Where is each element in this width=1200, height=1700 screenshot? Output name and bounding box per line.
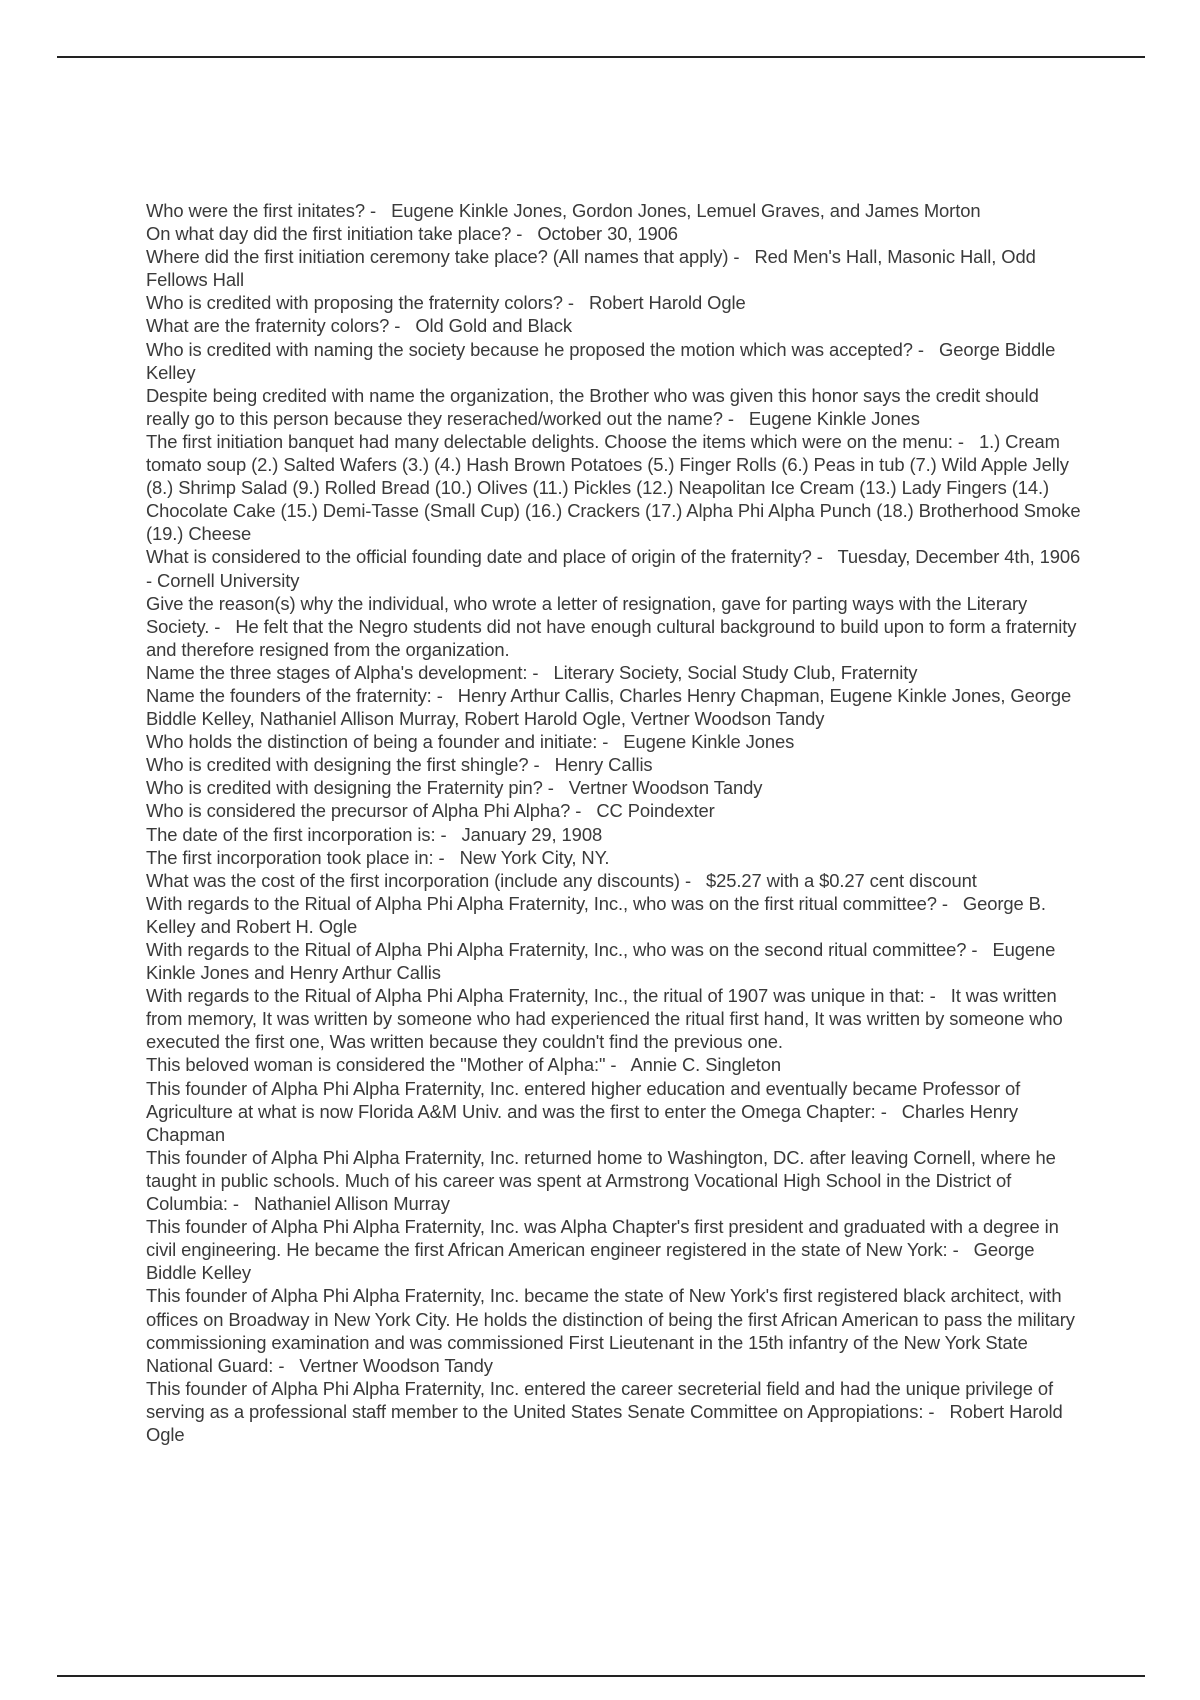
question-text: Despite being credited with name the organization, the Brother who was given this honor says the credit should really go to this person because they reserached/worked out the name? - [146,384,1039,429]
answer-text: Eugene Kinkle Jones and Henry Arthur Callis [146,939,1056,984]
answer-text: Vertner Woodson Tandy [299,1354,493,1376]
question-text: The first incorporation took place in: - [146,846,445,868]
question-text: The date of the first incorporation is: - [146,823,447,845]
qa-entry [146,592,1086,661]
qa-entry [146,753,1086,776]
answer-text: January 29, 1908 [461,823,603,845]
qa-entry [146,1077,1086,1146]
question-text: The first initiation banquet had many delectable delights. Choose the items which were on the menu: - [146,430,964,452]
qa-entry [146,799,1086,822]
answer-text: George B. Kelley and Robert H. Ogle [146,892,1046,937]
qa-entry [146,1377,1086,1446]
answer-text: Eugene Kinkle Jones [623,731,795,753]
question-text: Who were the first initates? - [146,200,377,221]
answer-text: Eugene Kinkle Jones [748,407,920,429]
question-text: Name the three stages of Alpha's development: - [146,661,539,683]
qa-entry [146,1215,1086,1284]
question-text: Who holds the distinction of being a founder and initiate: - [146,731,609,753]
qa-entry [146,291,1086,314]
question-text: Name the founders of the fraternity: - [146,684,443,706]
qa-entry [146,545,1086,591]
qa-entry [146,938,1086,984]
answer-text: Old Gold and Black [415,315,572,337]
qa-entry [146,314,1086,337]
answer-text: George Biddle Kelley [146,338,1056,383]
answer-text: George Biddle Kelley [146,1239,1035,1284]
qa-entry [146,245,1086,291]
question-text: Give the reason(s) why the individual, who wrote a letter of resignation, gave for parting ways with the Literary Society. - [146,592,1028,637]
qa-entry [146,1146,1086,1215]
question-text: Where did the first initiation ceremony take place? (All names that apply) - [146,246,740,268]
header-rule [57,56,1145,58]
answer-text: Charles Henry Chapman [146,1100,1019,1145]
question-text: Who is credited with proposing the fraternity colors? - [146,292,574,314]
answer-text: Nathaniel Allison Murray [253,1193,450,1215]
qa-entry [146,222,1086,245]
answer-text: CC Poindexter [596,800,715,822]
qa-entry [146,984,1086,1053]
answer-text: $25.27 with a $0.27 cent discount [706,869,977,891]
question-text: Who is credited with designing the Fraternity pin? - [146,777,554,799]
qa-entry [146,823,1086,846]
question-text: Who is credited with designing the first shingle? - [146,754,540,776]
answer-text: Annie C. Singleton [630,1054,781,1076]
answer-text: It was written from memory, It was written by someone who had experienced the ritual first hand, It was written by someone who executed the first one, Was written because they couldn't find the previous one. [146,985,1063,1053]
qa-entry [146,661,1086,684]
question-text: What are the fraternity colors? - [146,315,401,337]
qa-entry [146,776,1086,799]
answer-text: Robert Harold Ogle [588,292,746,314]
answer-text: October 30, 1906 [537,223,678,245]
qa-entry [146,430,1086,545]
answer-text: Robert Harold Ogle [146,1400,1063,1445]
question-text: This beloved woman is considered the "Mother of Alpha:" - [146,1054,617,1076]
qa-entry [146,338,1086,384]
answer-text: New York City, NY. [459,846,610,868]
qa-entry [146,892,1086,938]
question-text: With regards to the Ritual of Alpha Phi Alpha Fraternity, Inc., who was on the second ritual committee? - [146,939,978,960]
question-text: This founder of Alpha Phi Alpha Fraternity, Inc. entered the career secreterial field and had the unique privilege of serving as a professional staff member to the United States Senate Committee on Appropiations: - [146,1377,1054,1422]
document-body [146,199,1086,1446]
answer-text: Literary Society, Social Study Club, Fraternity [553,661,918,683]
question-text: This founder of Alpha Phi Alpha Fraternity, Inc. entered higher education and eventually became Professor of Agriculture at what is now Florida A&M Univ. and was the first to enter the Omega Chapter: - [146,1077,1021,1122]
question-text: This founder of Alpha Phi Alpha Fraternity, Inc. became the state of New York's first registered black architect, with offices on Broadway in New York City. He holds the distinction of being the first African American to pass the military commissioning examination and was commissioned First Lieutenant in the 15th infantry of the New York State National Guard: - [146,1285,1075,1376]
answer-text: 1.) Cream tomato soup (2.) Salted Wafers (3.) (4.) Hash Brown Potatoes (5.) Finger Rolls (6.) Peas in tub (7.) Wild Apple Jelly (8.) Shrimp Salad (9.) Rolled Bread (10.) Olives (11.) Pickles (12.) Neapolitan Ice Cream (13.) Lady Fingers (14.) Chocolate Cake (15.) Demi-Tasse (Small Cup) (16.) Crackers (17.) Alpha Phi Alpha Punch (18.) Brotherhood Smoke (19.) Cheese [146,430,1081,545]
question-text: Who is credited with naming the society because he proposed the motion which was accepted? - [146,338,924,360]
qa-entry [146,730,1086,753]
question-text: What was the cost of the first incorporation (include any discounts) - [146,869,691,891]
qa-entry [146,199,1086,222]
qa-entry [146,1284,1086,1376]
question-text: On what day did the first initiation take place? - [146,223,523,245]
answer-text: Vertner Woodson Tandy [568,777,763,799]
question-text: With regards to the Ritual of Alpha Phi Alpha Fraternity, Inc., the ritual of 1907 was unique in that: - [146,985,936,1007]
qa-entry [146,1053,1086,1076]
question-text: This founder of Alpha Phi Alpha Fraternity, Inc. returned home to Washington, DC. after leaving Cornell, where he taught in public schools. Much of his career was spent at Armstrong Vocational High School in the District of Columbia: - [146,1146,1056,1215]
question-text: With regards to the Ritual of Alpha Phi Alpha Fraternity, Inc., who was on the first ritual committee? - [146,892,948,914]
answer-text: Red Men's Hall, Masonic Hall, Odd Fellows Hall [146,246,1036,291]
footer-rule [57,1675,1145,1677]
qa-entry [146,384,1086,430]
qa-entry [146,684,1086,730]
question-text: This founder of Alpha Phi Alpha Fraternity, Inc. was Alpha Chapter's first president and graduated with a degree in civil engineering. He became the first African American engineer registered in the state of New York: - [146,1216,1059,1261]
question-text: What is considered to the official founding date and place of origin of the fraternity? - [146,546,823,568]
answer-text: Tuesday, December 4th, 1906 - Cornell University [146,546,1081,591]
answer-text: Henry Arthur Callis, Charles Henry Chapman, Eugene Kinkle Jones, George Biddle Kelley, Nathaniel Allison Murray, Robert Harold Ogle, Vertner Woodson Tandy [146,684,1072,730]
qa-entry [146,846,1086,869]
answer-text: Eugene Kinkle Jones, Gordon Jones, Lemuel Graves, and James Morton [391,200,981,221]
qa-entry [146,869,1086,892]
answer-text: Henry Callis [554,754,653,776]
answer-text: He felt that the Negro students did not have enough cultural background to build upon to form a fraternity and therefore resigned from the organization. [146,615,1077,660]
question-text: Who is considered the precursor of Alpha Phi Alpha? - [146,800,582,822]
